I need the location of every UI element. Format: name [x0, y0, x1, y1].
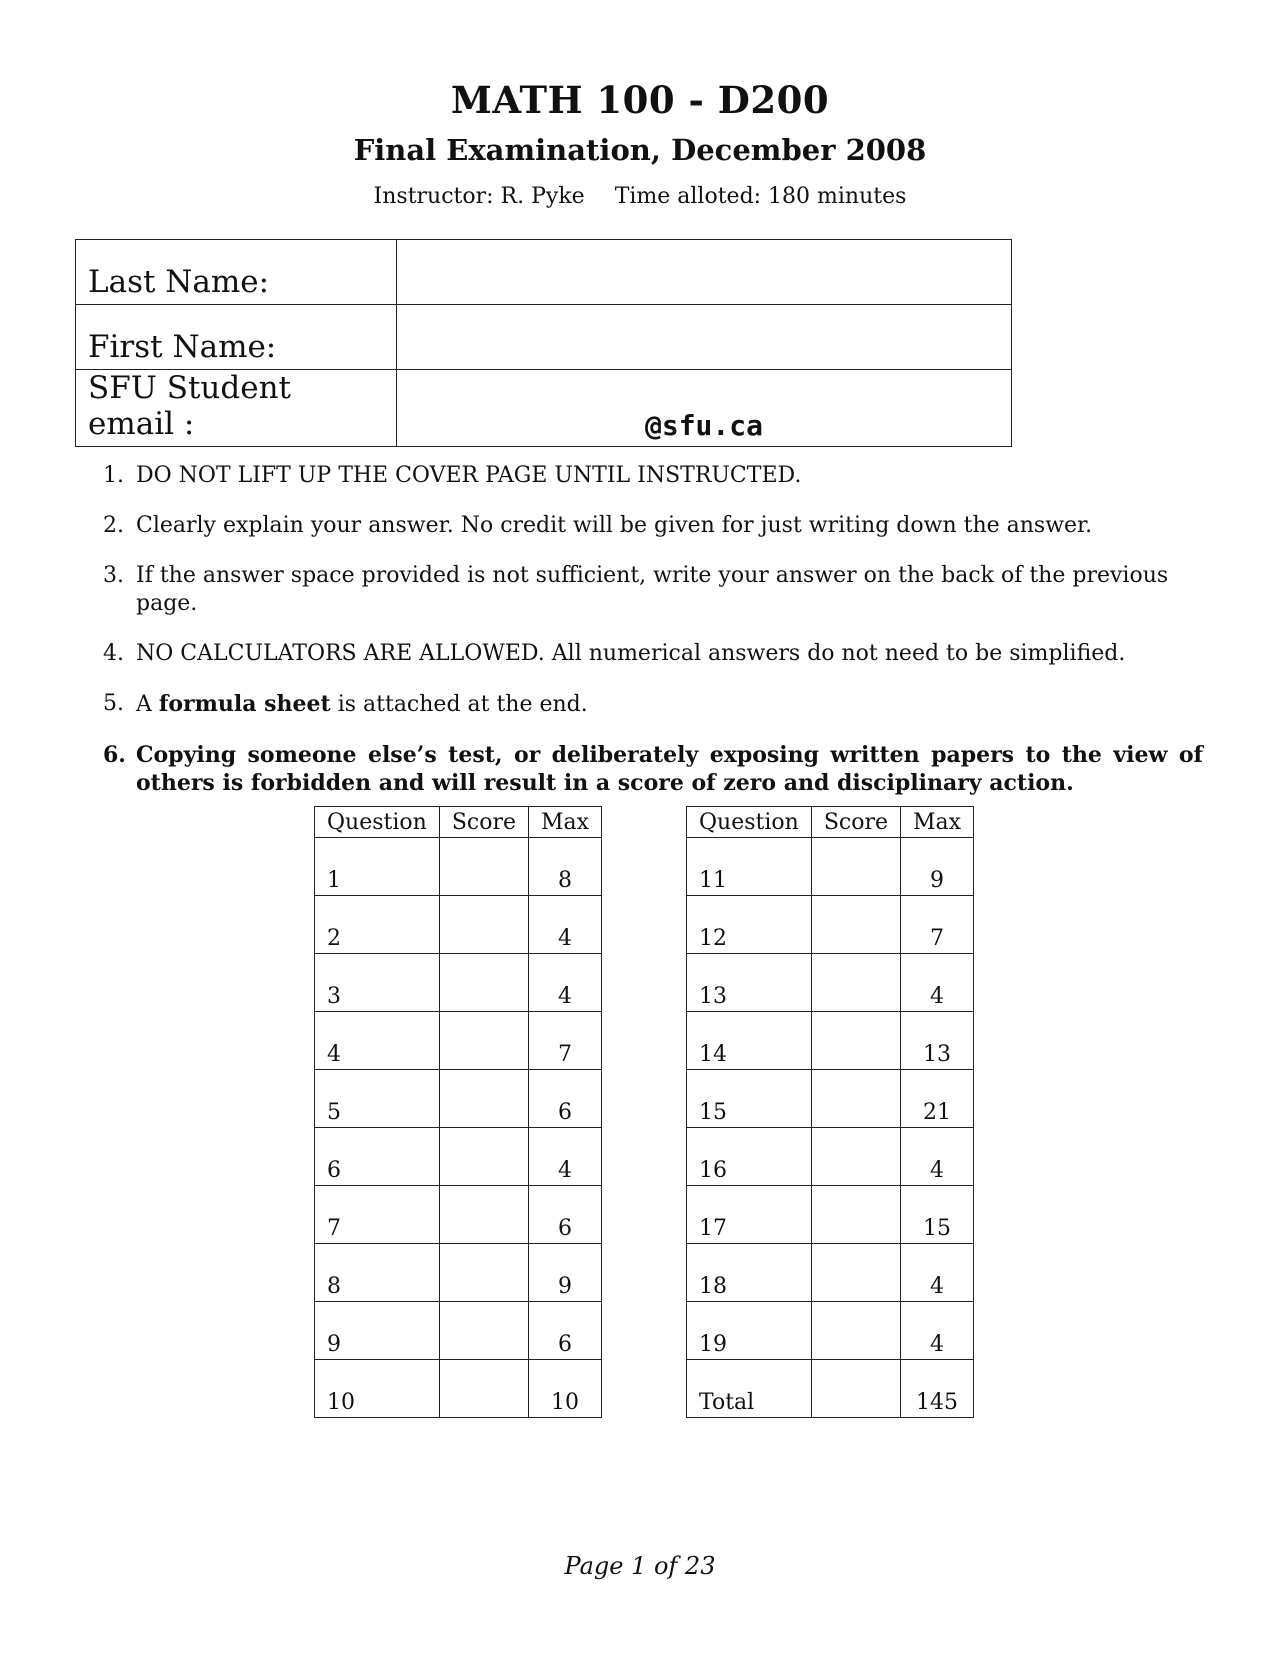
score-cell[interactable]	[811, 838, 900, 896]
score-row	[315, 838, 602, 896]
score-cell[interactable]	[811, 1012, 900, 1070]
student-info-table	[75, 239, 1012, 447]
question-cell: 19	[687, 1302, 812, 1360]
max-cell: 8	[529, 838, 602, 896]
score-cell[interactable]	[439, 1186, 528, 1244]
max-cell: 6	[529, 1186, 602, 1244]
max-cell: 4	[901, 1128, 974, 1186]
question-cell: 18	[687, 1244, 812, 1302]
rule-item	[103, 741, 1203, 797]
question-cell: 3	[315, 954, 440, 1012]
rule-text-bold: formula sheet	[158, 691, 331, 717]
max-cell: 6	[529, 1070, 602, 1128]
max-cell: 4	[901, 1302, 974, 1360]
last-name-label: Last Name:	[76, 240, 397, 305]
question-cell: 15	[687, 1070, 812, 1128]
header-question: Question	[315, 807, 440, 838]
score-row	[687, 1186, 974, 1244]
score-header-row	[687, 807, 974, 838]
score-table-left	[314, 806, 602, 1418]
score-row	[315, 1360, 602, 1418]
score-cell[interactable]	[811, 1186, 900, 1244]
rule-item	[103, 562, 1203, 618]
question-cell: 1	[315, 838, 440, 896]
score-table-right	[686, 806, 974, 1418]
rule-text-post: is attached at the end.	[330, 692, 588, 717]
header-question: Question	[687, 807, 812, 838]
rule-text: DO NOT LIFT UP THE COVER PAGE UNTIL INSTRUCTED.	[136, 463, 802, 488]
score-row	[315, 1128, 602, 1186]
email-row	[76, 370, 1012, 447]
score-cell[interactable]	[811, 1302, 900, 1360]
score-row	[687, 1128, 974, 1186]
page-number: Page 1 of 23	[564, 1552, 716, 1580]
score-row	[687, 1302, 974, 1360]
max-cell: 9	[901, 838, 974, 896]
score-cell[interactable]	[439, 1244, 528, 1302]
max-cell: 13	[901, 1012, 974, 1070]
question-cell: 10	[315, 1360, 440, 1418]
question-cell: 2	[315, 896, 440, 954]
score-row	[687, 1012, 974, 1070]
rule-item	[103, 640, 1203, 668]
max-cell: 4	[529, 954, 602, 1012]
score-header-row	[315, 807, 602, 838]
max-cell: 145	[901, 1360, 974, 1418]
rule-number: 6.	[103, 742, 126, 768]
score-row	[315, 1070, 602, 1128]
first-name-label: First Name:	[76, 305, 397, 370]
score-cell[interactable]	[439, 1360, 528, 1418]
score-cell[interactable]	[811, 954, 900, 1012]
score-row	[315, 896, 602, 954]
rule-text: NO CALCULATORS ARE ALLOWED. All numerical answers do not need to be simplified.	[136, 641, 1126, 666]
rule-text: Clearly explain your answer. No credit will be given for just writing down the answer.	[136, 513, 1093, 538]
question-cell: 13	[687, 954, 812, 1012]
max-cell: 9	[529, 1244, 602, 1302]
rule-item	[103, 690, 1203, 719]
score-row	[315, 954, 602, 1012]
exam-rules	[103, 462, 1203, 819]
rule-text: Copying someone else’s test, or deliberately exposing written papers to the view of others is forbidden and will result in a score of zero and disciplinary action.	[136, 742, 1203, 796]
instructor: Instructor: R. Pyke	[373, 184, 585, 209]
question-cell: 6	[315, 1128, 440, 1186]
score-cell[interactable]	[439, 1128, 528, 1186]
max-cell: 15	[901, 1186, 974, 1244]
max-cell: 4	[901, 954, 974, 1012]
score-row	[315, 1244, 602, 1302]
score-row	[315, 1012, 602, 1070]
score-cell[interactable]	[811, 1070, 900, 1128]
rule-text-pre: A	[136, 692, 159, 717]
score-row	[687, 1070, 974, 1128]
score-row	[315, 1186, 602, 1244]
max-cell: 7	[901, 896, 974, 954]
header-max: Max	[529, 807, 602, 838]
score-cell[interactable]	[439, 1012, 528, 1070]
score-row	[687, 896, 974, 954]
last-name-row	[76, 240, 1012, 305]
question-cell: 5	[315, 1070, 440, 1128]
question-cell: 16	[687, 1128, 812, 1186]
score-cell[interactable]	[811, 896, 900, 954]
rule-number: 3.	[103, 563, 124, 588]
exam-subtitle: Final Examination, December 2008	[353, 133, 927, 167]
score-cell[interactable]	[439, 1302, 528, 1360]
score-cell[interactable]	[811, 1244, 900, 1302]
score-row	[687, 838, 974, 896]
header-max: Max	[901, 807, 974, 838]
max-cell: 21	[901, 1070, 974, 1128]
rule-number: 1.	[103, 463, 124, 488]
score-row	[687, 1360, 974, 1418]
score-cell[interactable]	[439, 896, 528, 954]
email-label: SFU Student email :	[76, 370, 397, 447]
header-score: Score	[439, 807, 528, 838]
question-cell: 12	[687, 896, 812, 954]
max-cell: 10	[529, 1360, 602, 1418]
question-cell: 8	[315, 1244, 440, 1302]
question-cell: 14	[687, 1012, 812, 1070]
question-cell: 11	[687, 838, 812, 896]
rule-number: 2.	[103, 513, 124, 538]
score-cell[interactable]	[811, 1128, 900, 1186]
score-row	[315, 1302, 602, 1360]
rule-item	[103, 462, 1203, 490]
score-cell[interactable]	[439, 838, 528, 896]
header-score: Score	[811, 807, 900, 838]
last-name-field[interactable]	[397, 240, 1012, 305]
max-cell: 4	[529, 1128, 602, 1186]
score-cell[interactable]	[811, 1360, 900, 1418]
rule-number: 5.	[103, 691, 124, 716]
max-cell: 4	[901, 1244, 974, 1302]
rule-text: If the answer space provided is not sufficient, write your answer on the back of the previous page.	[136, 563, 1169, 616]
question-cell: 7	[315, 1186, 440, 1244]
score-row	[687, 1244, 974, 1302]
time-allotted: Time alloted: 180 minutes	[614, 184, 907, 209]
first-name-row	[76, 305, 1012, 370]
score-cell[interactable]	[439, 1070, 528, 1128]
email-field[interactable]: @sfu.ca	[397, 370, 1012, 447]
max-cell: 7	[529, 1012, 602, 1070]
first-name-field[interactable]	[397, 305, 1012, 370]
exam-title: MATH 100 - D200	[450, 78, 830, 122]
score-cell[interactable]	[439, 954, 528, 1012]
question-cell: Total	[687, 1360, 812, 1418]
rule-number: 4.	[103, 641, 124, 666]
max-cell: 6	[529, 1302, 602, 1360]
question-cell: 9	[315, 1302, 440, 1360]
question-cell: 17	[687, 1186, 812, 1244]
max-cell: 4	[529, 896, 602, 954]
score-row	[687, 954, 974, 1012]
question-cell: 4	[315, 1012, 440, 1070]
rule-item	[103, 512, 1203, 540]
instructor-line	[0, 184, 1280, 209]
